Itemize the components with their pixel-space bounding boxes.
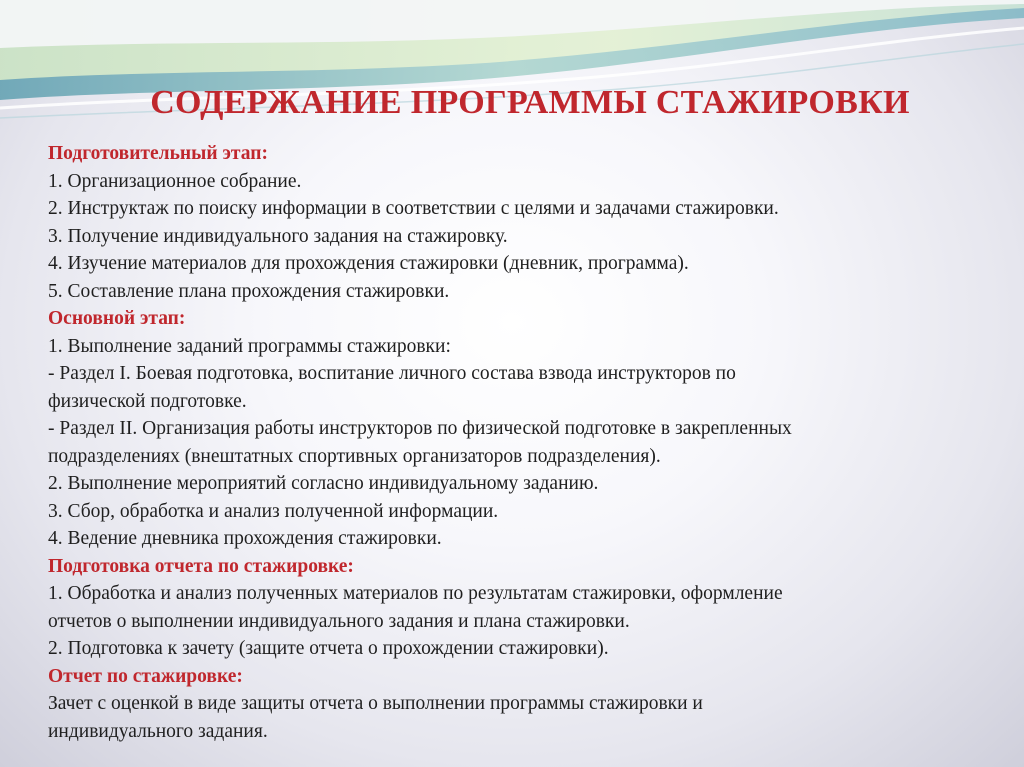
section-heading: Основной этап:	[48, 308, 186, 329]
content-line: - Раздел II. Организация работы инструкторов по физической подготовке в закрепленных	[48, 418, 792, 439]
content-line: 1. Организационное собрание.	[48, 170, 302, 192]
content-line: 2. Подготовка к зачету (защите отчета о прохождении стажировки).	[48, 638, 609, 659]
content-line: 4. Ведение дневника прохождения стажировки.	[48, 528, 442, 549]
content-line: Зачет с оценкой в виде защиты отчета о выполнении программы стажировки и	[48, 693, 703, 714]
content-line: отчетов о выполнении индивидуального задания и плана стажировки.	[48, 610, 630, 632]
program-content	[48, 140, 998, 745]
slide-title: СОДЕРЖАНИЕ ПРОГРАММЫ СТАЖИРОВКИ	[150, 84, 910, 121]
content-line: 1. Выполнение заданий программы стажировки:	[48, 335, 451, 357]
section-heading: Подготовка отчета по стажировке:	[48, 555, 354, 577]
content-line: 3. Сбор, обработка и анализ полученной информации.	[48, 500, 499, 522]
content-line: 5. Составление плана прохождения стажировки.	[48, 280, 450, 302]
content-line: - Раздел I. Боевая подготовка, воспитание личного состава взвода инструкторов по	[48, 363, 736, 384]
content-line: 2. Инструктаж по поиску информации в соответствии с целями и задачами стажировки.	[48, 198, 779, 219]
content-line: индивидуального задания.	[48, 720, 268, 742]
content-line: 3. Получение индивидуального задания на стажировку.	[48, 225, 508, 247]
content-line: 2. Выполнение мероприятий согласно индивидуальному заданию.	[48, 473, 599, 494]
section-heading: Отчет по стажировке:	[48, 665, 243, 687]
content-line: физической подготовке.	[48, 390, 247, 412]
content-line: 4. Изучение материалов для прохождения стажировки (дневник, программа).	[48, 253, 689, 274]
section-heading: Подготовительный этап:	[48, 143, 268, 164]
content-line: 1. Обработка и анализ полученных материалов по результатам стажировки, оформление	[48, 583, 783, 604]
content-line: подразделениях (внештатных спортивных организаторов подразделения).	[48, 445, 661, 467]
